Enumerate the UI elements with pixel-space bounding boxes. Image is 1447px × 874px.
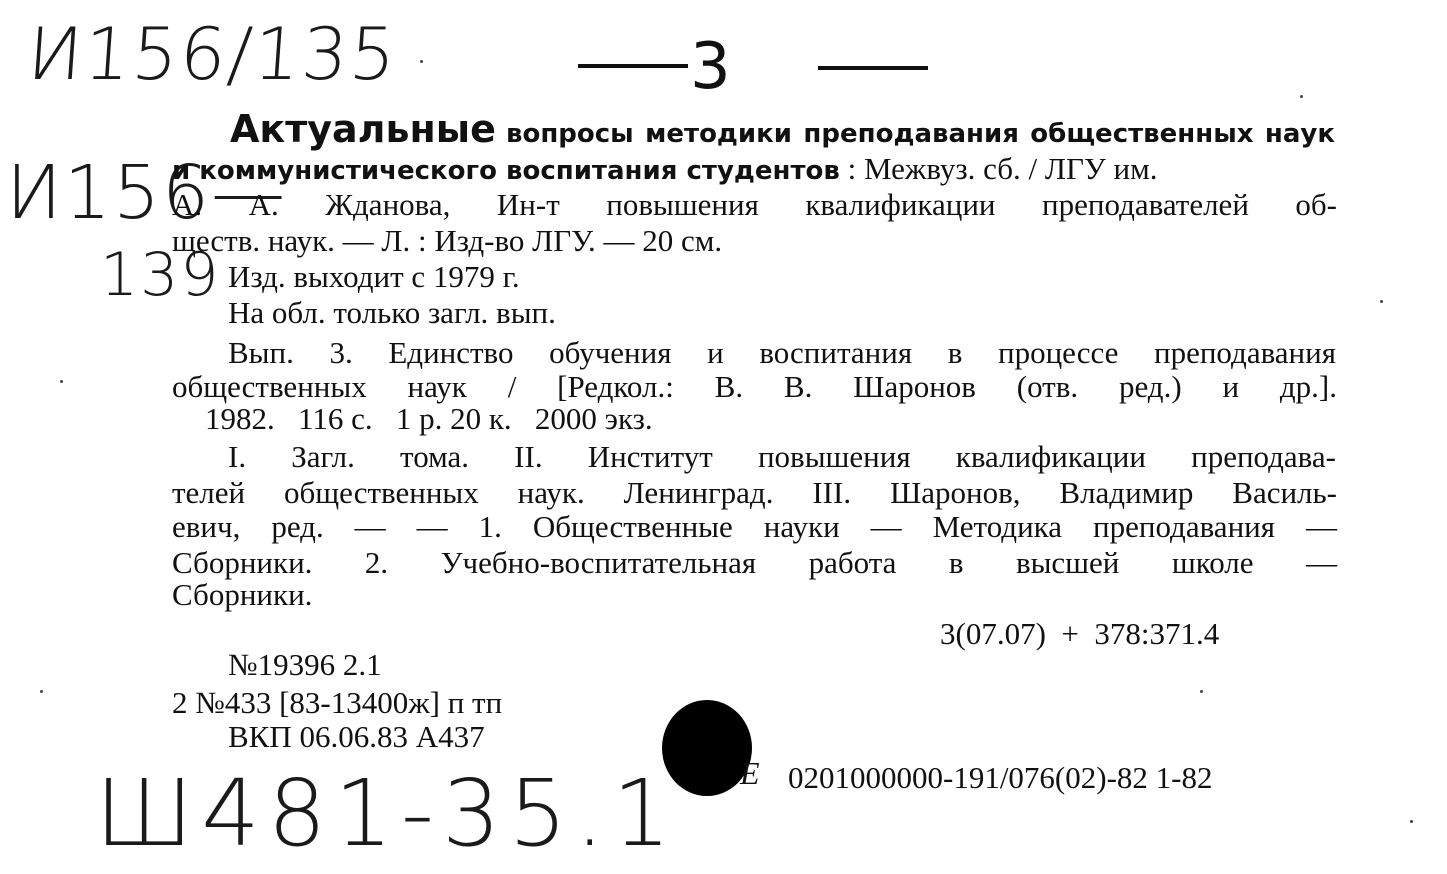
note-frequency: Изд. выходит с 1979 г.: [228, 259, 520, 294]
classification-index: 3(07.07) + 378:371.4: [940, 616, 1220, 651]
tracing-line-4: Сборники. 2. Учебно-воспитательная работа в высшей школе —: [172, 545, 1337, 580]
code-letter: Е: [740, 755, 760, 791]
print-vkp: ВКП 06.06.83 А437: [228, 719, 485, 754]
entry-title-lead: Актуальные: [230, 107, 496, 151]
volume-line-1: Вып. 3. Единство обучения и воспитания в процессе преподавания: [228, 335, 1336, 370]
entry-title-rest: вопросы методики преподавания общественных наук: [506, 119, 1335, 149]
entry-title-line: [230, 107, 1335, 151]
print-order: 2 №433 [83-13400ж] п тп: [172, 685, 503, 720]
entry-title-info: : Межвуз. сб. / ЛГУ им.: [839, 151, 1158, 186]
note-cover: На обл. только загл. вып.: [228, 295, 556, 330]
handwritten-call-number: И156/135: [25, 12, 401, 96]
handwritten-index-suffix: 139: [100, 240, 221, 310]
page-number-dash-right: [818, 66, 928, 70]
tracing-line-3: евич, ред. — — 1. Общественные науки — Методика преподавания —: [172, 509, 1337, 544]
catalog-code: 0201000000-191/076(02)-82 1-82: [788, 760, 1213, 795]
speck: [60, 380, 63, 383]
handwritten-index-code: И156—: [6, 150, 288, 236]
speck: [1410, 820, 1413, 823]
page-number: 3: [690, 30, 731, 104]
entry-line-3: А. А. Жданова, Ин-т повышения квалификации преподавателей об-: [172, 187, 1337, 222]
handwritten-shelf-mark: Ш481-35.1: [95, 760, 679, 867]
speck: [1200, 690, 1203, 693]
speck: [1300, 95, 1303, 98]
speck: [420, 60, 423, 63]
entry-title-continuation: и коммунистического воспитания студентов: [172, 156, 840, 186]
tracing-line-1: I. Загл. тома. II. Институт повышения квалификации преподава-: [228, 439, 1336, 474]
tracing-line-2: телей общественных наук. Ленинград. III. Шаронов, Владимир Василь-: [172, 475, 1337, 510]
volume-line-3: 1982. 116 с. 1 р. 20 к. 2000 экз.: [205, 401, 653, 436]
speck: [40, 690, 43, 693]
speck: [1380, 300, 1383, 303]
print-number: №19396 2.1: [228, 647, 382, 682]
volume-line-2: общественных наук / [Редкол.: В. В. Шаронов (отв. ред.) и др.].: [172, 369, 1337, 404]
entry-line-4: ществ. наук. — Л. : Изд-во ЛГУ. — 20 см.: [172, 223, 723, 258]
entry-line-2: [172, 152, 1158, 188]
page-number-dash-left: [578, 64, 688, 68]
tracing-line-5: Сборники.: [172, 577, 313, 612]
